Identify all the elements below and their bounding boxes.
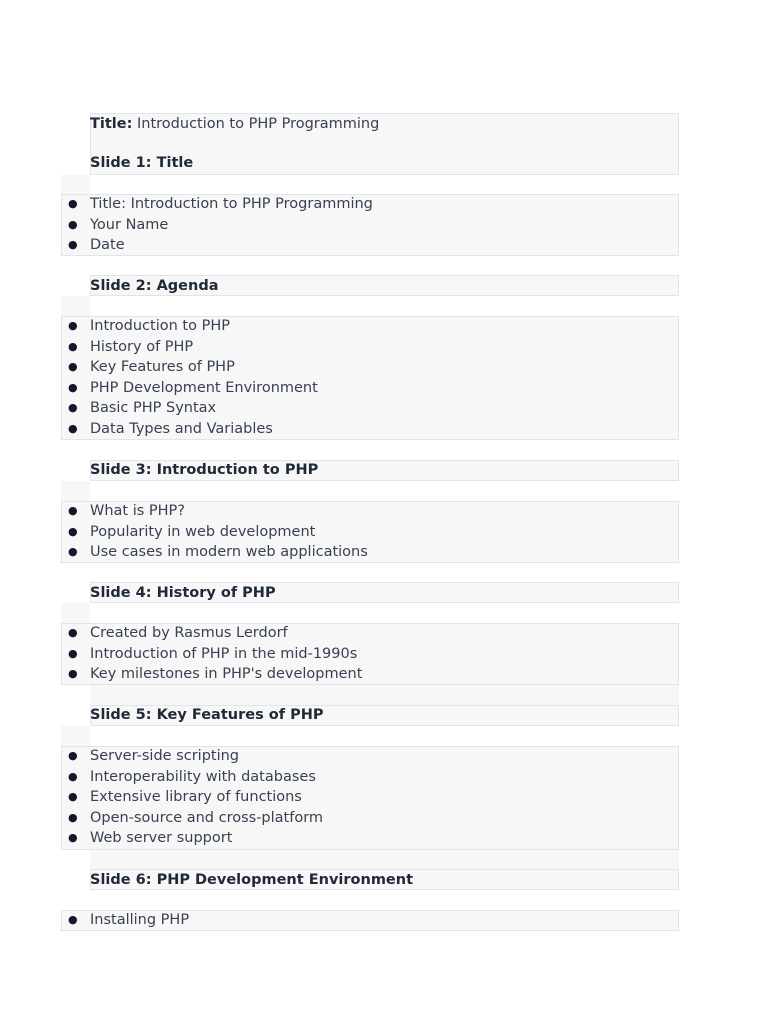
list-item <box>61 235 373 256</box>
list-item-text: Introduction of PHP in the mid-1990s <box>90 645 358 662</box>
list-item <box>61 419 318 440</box>
block-gap <box>61 481 90 501</box>
list-item-text: PHP Development Environment <box>90 379 318 396</box>
bullet-icon: ● <box>68 913 78 926</box>
list-item <box>61 501 368 522</box>
bullet-icon: ● <box>68 217 78 231</box>
bullet-icon: ● <box>68 769 78 783</box>
bullet-icon: ● <box>68 401 78 415</box>
section-heading-2: Slide 2: Agenda <box>90 278 219 294</box>
block-gap <box>61 175 90 194</box>
section-heading-6: Slide 6: PHP Development Environment <box>90 872 414 888</box>
section-list-1 <box>61 194 373 256</box>
list-item <box>61 910 189 931</box>
bullet-icon: ● <box>68 380 78 394</box>
bullet-icon: ● <box>68 667 78 681</box>
bullet-icon: ● <box>68 360 78 374</box>
title-value: Introduction to PHP Programming <box>137 116 380 132</box>
list-item <box>61 542 368 563</box>
list-item <box>61 398 318 419</box>
bullet-icon: ● <box>68 749 78 762</box>
list-item-text: Title: Introduction to PHP Programming <box>90 196 373 212</box>
bullet-icon: ● <box>68 238 78 252</box>
section-heading-4: Slide 4: History of PHP <box>90 585 276 601</box>
list-item <box>61 194 373 215</box>
section-list-4 <box>61 623 362 685</box>
block-gap <box>61 726 90 746</box>
list-item <box>61 787 323 808</box>
list-item-text: Installing PHP <box>90 912 190 928</box>
list-item-text: Key Features of PHP <box>90 359 235 376</box>
list-item-text: What is PHP? <box>90 503 185 519</box>
list-item-text: Data Types and Variables <box>90 420 273 437</box>
title-label: Title: <box>90 116 133 132</box>
section-list-6 <box>61 910 189 931</box>
bullet-icon: ● <box>68 319 78 332</box>
list-item-text: Popularity in web development <box>90 523 316 540</box>
list-item-text: Open-source and cross-platform <box>90 809 324 826</box>
list-item <box>61 357 318 378</box>
bullet-icon: ● <box>68 545 78 559</box>
list-item-text: Web server support <box>90 830 233 847</box>
block-gap <box>61 603 90 623</box>
bullet-icon: ● <box>68 504 78 517</box>
section-list-2 <box>61 316 318 440</box>
list-item <box>61 316 318 337</box>
list-item-text: History of PHP <box>90 338 194 355</box>
list-item-text: Introduction to PHP <box>90 318 230 334</box>
list-item-text: Interoperability with databases <box>90 768 316 785</box>
list-item <box>61 808 323 829</box>
section-heading-3: Slide 3: Introduction to PHP <box>90 462 319 478</box>
section-heading-5: Slide 5: Key Features of PHP <box>90 707 324 723</box>
section-heading-1: Slide 1: Title <box>90 155 194 171</box>
list-item-text: Use cases in modern web applications <box>90 544 368 561</box>
document-title <box>90 115 379 133</box>
list-item <box>61 644 362 665</box>
block-gap <box>90 685 679 705</box>
list-item-text: Your Name <box>90 216 169 233</box>
bullet-icon: ● <box>68 810 78 824</box>
bullet-icon: ● <box>68 790 78 804</box>
list-item <box>61 767 323 788</box>
list-item-text: Date <box>90 237 125 254</box>
list-item-text: Key milestones in PHP's development <box>90 666 363 683</box>
list-item <box>61 664 362 685</box>
section-list-5 <box>61 746 323 849</box>
list-item <box>61 215 373 236</box>
section-list-3 <box>61 501 368 563</box>
bullet-icon: ● <box>68 524 78 538</box>
bullet-icon: ● <box>68 626 78 639</box>
bullet-icon: ● <box>68 421 78 435</box>
list-item-text: Extensive library of functions <box>90 789 302 806</box>
block-gap <box>61 296 90 316</box>
list-item <box>61 623 362 644</box>
block-gap <box>90 850 679 869</box>
list-item-text: Basic PHP Syntax <box>90 400 217 417</box>
list-item <box>61 522 368 543</box>
bullet-icon: ● <box>68 831 78 845</box>
bullet-icon: ● <box>68 646 78 660</box>
list-item <box>61 828 323 849</box>
bullet-icon: ● <box>68 197 78 210</box>
list-item-text: Created by Rasmus Lerdorf <box>90 625 288 641</box>
list-item <box>61 746 323 767</box>
list-item-text: Server-side scripting <box>90 748 240 764</box>
list-item <box>61 337 318 358</box>
list-item <box>61 378 318 399</box>
bullet-icon: ● <box>68 339 78 353</box>
